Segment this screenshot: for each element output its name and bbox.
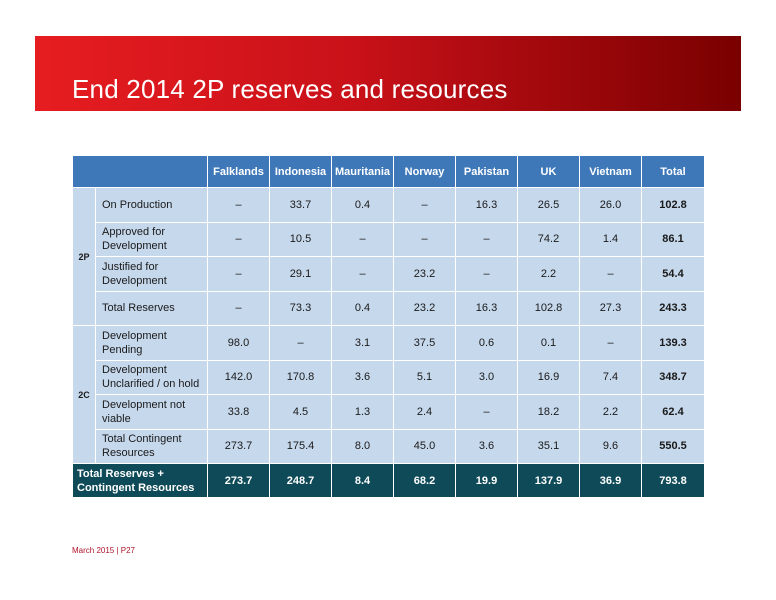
total-cell: 348.7 — [642, 360, 705, 395]
table-row — [73, 360, 705, 395]
row-label: Justified for Development — [96, 257, 208, 292]
row-label: Approved for Development — [96, 222, 208, 257]
total-cell: 54.4 — [642, 257, 705, 292]
table-cell: – — [208, 257, 270, 292]
table-cell: – — [208, 188, 270, 223]
table-cell: 102.8 — [518, 291, 580, 326]
group-label-2p: 2P — [73, 188, 96, 326]
table-cell: 19.9 — [456, 464, 518, 498]
column-header: Indonesia — [270, 156, 332, 188]
row-label: Development Unclarified / on hold — [96, 360, 208, 395]
total-cell: 62.4 — [642, 395, 705, 430]
table-cell: 16.9 — [518, 360, 580, 395]
table-cell: 7.4 — [580, 360, 642, 395]
table-cell: – — [208, 291, 270, 326]
table-cell: 74.2 — [518, 222, 580, 257]
table-cell: 16.3 — [456, 291, 518, 326]
column-header: Pakistan — [456, 156, 518, 188]
grand-total-label: Total Reserves + Contingent Resources — [73, 464, 208, 498]
reserves-table — [72, 155, 705, 498]
row-label: Development Pending — [96, 326, 208, 361]
table-cell: 0.1 — [518, 326, 580, 361]
table-cell: 16.3 — [456, 188, 518, 223]
group-label-2c: 2C — [73, 326, 96, 464]
table-cell: 33.8 — [208, 395, 270, 430]
table-cell: 2.2 — [518, 257, 580, 292]
table-cell: – — [456, 395, 518, 430]
table-cell: 2.2 — [580, 395, 642, 430]
table-cell: – — [580, 257, 642, 292]
table-cell: – — [208, 222, 270, 257]
table-cell: 5.1 — [394, 360, 456, 395]
table-cell: – — [270, 326, 332, 361]
column-header: Norway — [394, 156, 456, 188]
table-cell: 273.7 — [208, 429, 270, 464]
table-row — [73, 429, 705, 464]
table-cell: 18.2 — [518, 395, 580, 430]
table-cell: 3.1 — [332, 326, 394, 361]
header-corner — [73, 156, 208, 188]
column-header: Vietnam — [580, 156, 642, 188]
table-cell: 23.2 — [394, 257, 456, 292]
table-cell: 4.5 — [270, 395, 332, 430]
table-cell: 8.0 — [332, 429, 394, 464]
table-cell: – — [456, 257, 518, 292]
table-cell: 98.0 — [208, 326, 270, 361]
table-cell: – — [456, 222, 518, 257]
table-row — [73, 291, 705, 326]
column-header: Total — [642, 156, 705, 188]
column-header: UK — [518, 156, 580, 188]
table-row — [73, 222, 705, 257]
header-row — [73, 156, 705, 188]
slide-title: End 2014 2P reserves and resources — [72, 74, 508, 104]
table-cell: 9.6 — [580, 429, 642, 464]
table-cell: 3.6 — [332, 360, 394, 395]
table-cell: – — [332, 222, 394, 257]
table-cell: 10.5 — [270, 222, 332, 257]
table-cell: 36.9 — [580, 464, 642, 498]
total-cell: 550.5 — [642, 429, 705, 464]
table-cell: 175.4 — [270, 429, 332, 464]
table-row — [73, 188, 705, 223]
table-cell: 137.9 — [518, 464, 580, 498]
table-cell: – — [394, 222, 456, 257]
table-cell: 0.4 — [332, 188, 394, 223]
table-cell: 73.3 — [270, 291, 332, 326]
table-cell: 45.0 — [394, 429, 456, 464]
table-cell: 0.6 — [456, 326, 518, 361]
table-cell: 170.8 — [270, 360, 332, 395]
slide-footer: March 2015 | P27 — [72, 546, 136, 555]
table-cell: 248.7 — [270, 464, 332, 498]
table-cell: 1.3 — [332, 395, 394, 430]
table-cell: 2.4 — [394, 395, 456, 430]
table-cell: – — [332, 257, 394, 292]
column-header: Falklands — [208, 156, 270, 188]
column-header: Mauritania — [332, 156, 394, 188]
row-label: Total Reserves — [96, 291, 208, 326]
table-row — [73, 257, 705, 292]
table-cell: 3.0 — [456, 360, 518, 395]
table-cell: 68.2 — [394, 464, 456, 498]
row-label: Total Contingent Resources — [96, 429, 208, 464]
total-cell: 139.3 — [642, 326, 705, 361]
table-row — [73, 395, 705, 430]
table-cell: 33.7 — [270, 188, 332, 223]
table-cell: 273.7 — [208, 464, 270, 498]
table-cell: 0.4 — [332, 291, 394, 326]
table-cell: 1.4 — [580, 222, 642, 257]
total-cell: 243.3 — [642, 291, 705, 326]
title-banner — [35, 36, 741, 111]
table-cell: 27.3 — [580, 291, 642, 326]
table-cell: – — [394, 188, 456, 223]
table-cell: 142.0 — [208, 360, 270, 395]
row-label: Development not viable — [96, 395, 208, 430]
table-cell: 23.2 — [394, 291, 456, 326]
total-cell: 102.8 — [642, 188, 705, 223]
table-row — [73, 326, 705, 361]
table-cell: 26.5 — [518, 188, 580, 223]
total-cell: 86.1 — [642, 222, 705, 257]
table-cell: 35.1 — [518, 429, 580, 464]
table-cell: 29.1 — [270, 257, 332, 292]
table-cell: 3.6 — [456, 429, 518, 464]
table-cell: 26.0 — [580, 188, 642, 223]
table-cell: – — [580, 326, 642, 361]
grand-total-row — [73, 464, 705, 498]
row-label: On Production — [96, 188, 208, 223]
table-cell: 37.5 — [394, 326, 456, 361]
total-cell: 793.8 — [642, 464, 705, 498]
table-cell: 8.4 — [332, 464, 394, 498]
